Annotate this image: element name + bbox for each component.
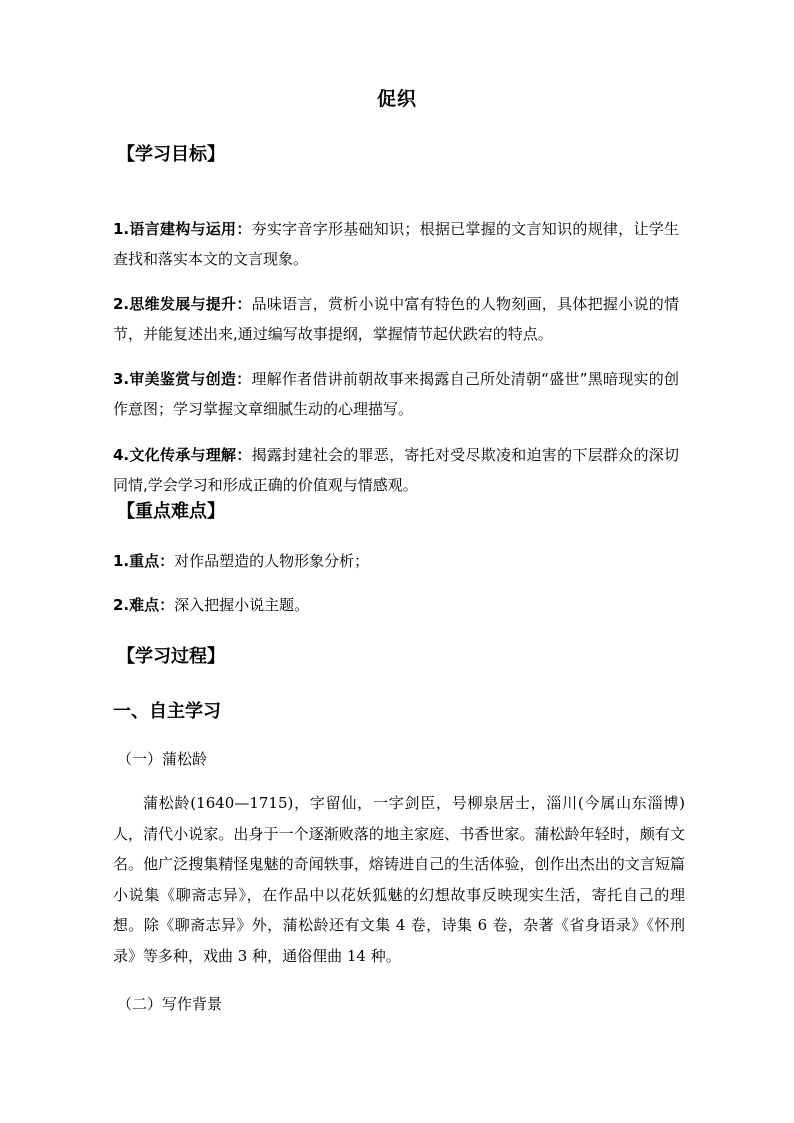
key-point-item-2-lead: 2.难点： xyxy=(113,596,175,614)
process-heading: 【学习过程】 xyxy=(117,646,225,667)
objective-item-1 xyxy=(113,214,679,274)
objective-item-4-lead: 4.文化传承与理解： xyxy=(113,446,252,464)
sub1-heading: （一）蒲松龄 xyxy=(117,750,208,768)
key-point-item-1-lead: 1.重点： xyxy=(113,552,175,570)
sub2-heading: （二）写作背景 xyxy=(117,995,223,1013)
key-point-item-2-text: 深入把握小说主题。 xyxy=(174,596,310,614)
objective-item-2 xyxy=(113,289,679,349)
key-points-heading: 【重点难点】 xyxy=(117,501,225,522)
objective-item-4-text: 揭露封建社会的罪恶，寄托对受尽欺凌和迫害的下层群众的深切同情,学会学习和形成正确的价值观与情感观。 xyxy=(113,446,679,494)
objective-item-3 xyxy=(113,364,679,424)
objective-item-3-lead: 3.审美鉴赏与创造： xyxy=(113,370,252,388)
key-point-item-1 xyxy=(113,546,679,576)
sub1-paragraph: 蒲松龄(1640—1715)，字留仙，一字剑臣，号柳泉居士，淄川(今属山东淄博)人，清代小说家。出身于一个逐渐败落的地主家庭、书香世家。蒲松龄年轻时，颇有文名。他广泛搜集精怪鬼魅的奇闻轶事，熔铸进自己的生活体验，创作出杰出的文言短篇小说集《聊斋志异》，在作品中以花妖狐魅的幻想故事反映现实生活，寄托自己的理想。除《聊斋志异》外，蒲松龄还有文集 4 卷，诗集 6 卷，杂著《省身语录》《怀刑录》等多种，戏曲 3 种，通俗俚曲 14 种。 xyxy=(113,794,685,965)
key-point-item-2 xyxy=(113,590,679,620)
objective-item-1-text: 夯实字音字形基础知识；根据已掌握的文言知识的规律，让学生查找和落实本文的文言现象。 xyxy=(113,220,679,268)
part1-heading: 一、自主学习 xyxy=(113,701,221,722)
objectives-heading: 【学习目标】 xyxy=(117,144,225,165)
objective-item-2-lead: 2.思维发展与提升： xyxy=(113,295,252,313)
key-point-item-1-text: 对作品塑造的人物形象分析； xyxy=(174,552,370,570)
objective-item-1-lead: 1.语言建构与运用： xyxy=(113,220,252,238)
document-title: 促织 xyxy=(376,88,417,110)
objective-item-2-text: 品味语言，赏析小说中富有特色的人物刻画，具体把握小说的情节，并能复述出来,通过编写故事提纲，掌握情节起伏跌宕的特点。 xyxy=(113,295,679,343)
objective-item-3-text: 理解作者借讲前朝故事来揭露自己所处清朝“盛世”黑暗现实的创作意图；学习掌握文章细腻生动的心理描写。 xyxy=(113,370,679,418)
objective-item-4 xyxy=(113,440,679,500)
